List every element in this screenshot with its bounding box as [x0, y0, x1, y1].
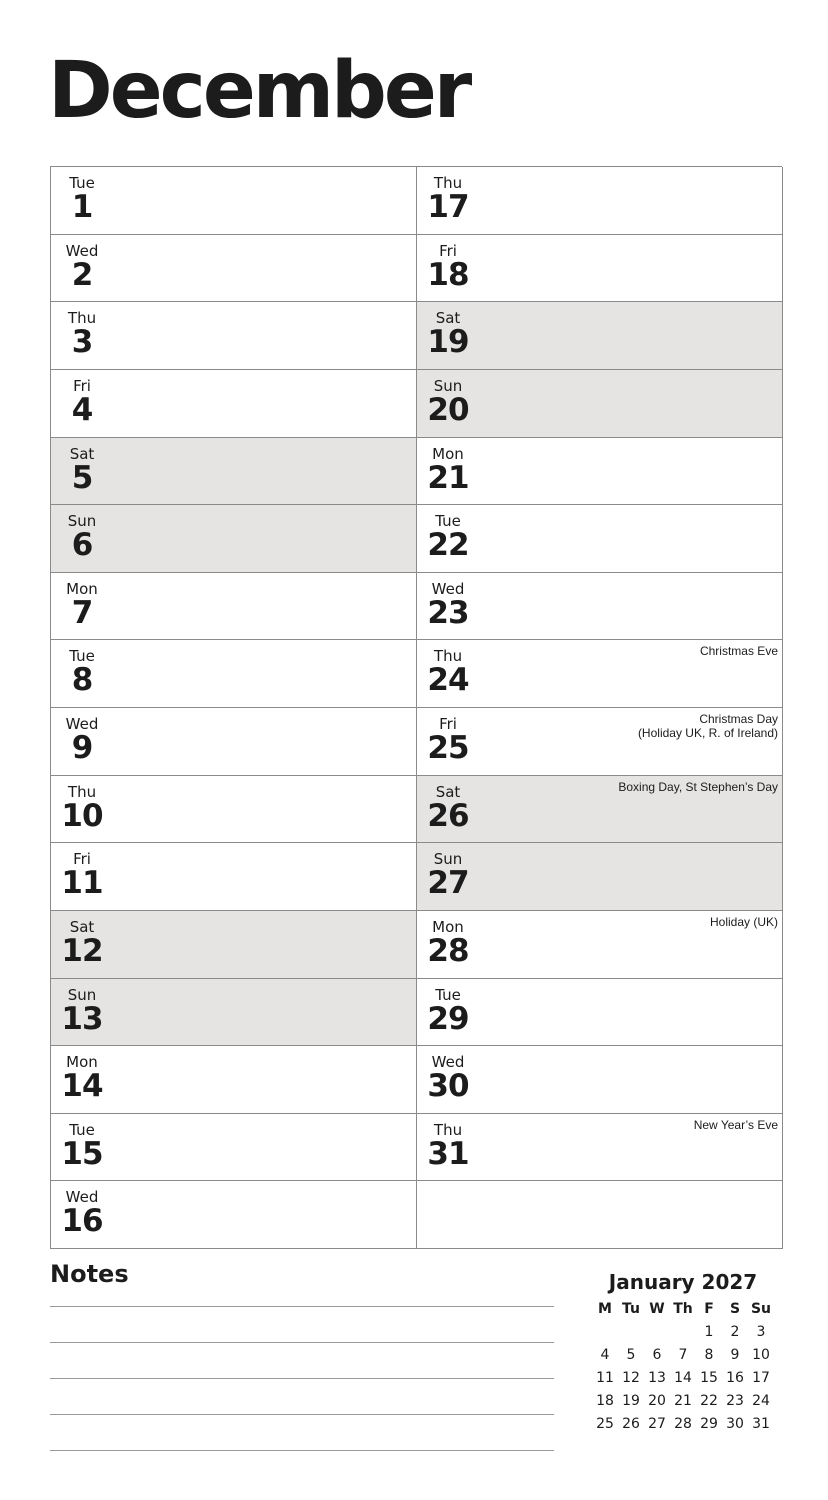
day-cell — [417, 1046, 783, 1114]
holiday-note: Christmas Eve — [699, 644, 778, 659]
day-number: 22 — [427, 527, 469, 564]
day-number: 6 — [71, 527, 93, 564]
mini-calendar-weekday: F — [704, 1301, 714, 1317]
day-cell — [51, 1114, 417, 1182]
day-number: 11 — [61, 865, 103, 902]
day-of-week: Thu — [67, 309, 97, 328]
day-of-week: Wed — [65, 715, 99, 733]
day-of-week: Tue — [69, 1120, 95, 1139]
notes-line[interactable] — [50, 1306, 554, 1307]
day-cell — [51, 1181, 417, 1249]
mini-calendar-day: 11 — [596, 1369, 614, 1386]
mini-calendar-day: 8 — [704, 1346, 714, 1363]
mini-calendar-day: 1 — [704, 1323, 714, 1340]
mini-calendar-day: 27 — [648, 1415, 666, 1432]
mini-calendar-day: 20 — [648, 1392, 666, 1409]
holiday-note: Boxing Day, St Stephen’s Day — [618, 779, 778, 794]
day-number: 8 — [71, 662, 93, 699]
day-cell — [51, 438, 417, 506]
day-cell — [417, 776, 783, 844]
day-of-week: Mon — [66, 1053, 98, 1072]
mini-calendar-day: 12 — [622, 1369, 640, 1386]
mini-calendar-day: 25 — [596, 1415, 614, 1432]
day-cell — [51, 776, 417, 844]
day-of-week: Thu — [433, 1120, 463, 1139]
mini-calendar-header-row — [592, 1298, 774, 1320]
day-number: 7 — [71, 594, 93, 631]
day-number: 9 — [71, 730, 93, 766]
day-cell — [51, 505, 417, 573]
day-of-week: Sun — [433, 376, 463, 395]
day-cell — [417, 1114, 783, 1182]
day-number: 2 — [71, 256, 93, 293]
notes-line[interactable] — [50, 1450, 554, 1451]
holiday-note: Christmas Day (Holiday UK, R. of Ireland) — [637, 712, 778, 740]
day-number: 20 — [427, 391, 469, 428]
mini-calendar-day: 13 — [648, 1369, 666, 1386]
day-cell — [417, 370, 783, 438]
day-of-week: Tue — [69, 174, 95, 192]
day-number: 30 — [427, 1068, 469, 1105]
day-of-week: Tue — [435, 985, 461, 1004]
mini-calendar-weekday: S — [729, 1301, 741, 1317]
day-of-week: Wed — [65, 241, 99, 260]
day-number: 12 — [61, 932, 103, 969]
mini-calendar-day: 31 — [752, 1415, 770, 1432]
day-cell — [51, 979, 417, 1047]
day-cell — [417, 843, 783, 911]
mini-calendar-day: 28 — [674, 1415, 692, 1432]
day-number: 31 — [427, 1135, 469, 1172]
day-of-week: Tue — [435, 512, 461, 531]
mini-calendar-day: 17 — [752, 1369, 770, 1386]
mini-calendar-day: 29 — [700, 1415, 718, 1432]
day-number: 13 — [61, 1000, 103, 1037]
day-cell — [417, 167, 783, 235]
mini-calendar-day: 30 — [726, 1415, 744, 1432]
mini-calendar-day: 26 — [622, 1415, 640, 1432]
mini-calendar-title: January 2027 — [608, 1270, 758, 1294]
day-of-week: Wed — [65, 1188, 99, 1207]
day-of-week: Sat — [69, 917, 95, 936]
mini-calendar-week — [592, 1343, 774, 1366]
mini-calendar-day: 9 — [730, 1346, 740, 1363]
day-of-week: Mon — [432, 444, 464, 463]
mini-calendar-day: 18 — [596, 1392, 614, 1409]
day-cell — [417, 911, 783, 979]
day-cell — [417, 302, 783, 370]
day-cell — [51, 573, 417, 641]
mini-calendar-day: 7 — [678, 1346, 688, 1363]
day-number: 24 — [427, 662, 469, 699]
mini-calendar-day: 14 — [674, 1369, 692, 1386]
notes-title: Notes — [50, 1260, 129, 1288]
day-of-week: Fri — [73, 376, 91, 395]
mini-calendar-weekday: Th — [673, 1301, 693, 1317]
mini-calendar-week — [592, 1389, 774, 1412]
day-number: 19 — [427, 324, 469, 361]
mini-calendar-day: 24 — [752, 1392, 770, 1409]
day-of-week: Thu — [67, 782, 97, 801]
day-cell — [417, 235, 783, 303]
day-of-week: Sat — [435, 782, 461, 801]
mini-calendar-day: 3 — [756, 1323, 766, 1340]
day-number: 28 — [427, 932, 469, 969]
mini-calendar — [592, 1270, 774, 1435]
day-of-week: Fri — [73, 850, 91, 869]
mini-calendar-day: 22 — [700, 1392, 718, 1409]
day-number: 16 — [61, 1203, 103, 1240]
mini-calendar-weekday: Su — [750, 1301, 772, 1317]
day-cell — [417, 505, 783, 573]
day-cell — [51, 911, 417, 979]
day-of-week: Fri — [439, 241, 457, 260]
mini-calendar-day: 4 — [600, 1346, 610, 1363]
empty-day-cell — [417, 1181, 783, 1249]
day-of-week: Mon — [432, 917, 464, 936]
day-cell — [417, 979, 783, 1047]
day-cell — [51, 1046, 417, 1114]
mini-calendar-weekday: W — [649, 1301, 665, 1317]
day-number: 27 — [427, 865, 469, 902]
day-cell — [51, 167, 417, 235]
day-of-week: Wed — [431, 579, 465, 598]
mini-calendar-weekday: Tu — [622, 1301, 640, 1317]
mini-calendar-day: 10 — [752, 1346, 770, 1363]
day-of-week: Wed — [431, 1053, 465, 1072]
day-number: 15 — [61, 1135, 103, 1172]
day-of-week: Sun — [67, 512, 97, 531]
holiday-note: New Year’s Eve — [693, 1117, 778, 1132]
day-cell — [51, 843, 417, 911]
day-of-week: Sun — [433, 850, 463, 869]
day-cell — [51, 235, 417, 303]
day-number: 17 — [427, 189, 469, 225]
mini-calendar-day — [644, 1320, 670, 1343]
mini-calendar-week — [592, 1366, 774, 1389]
mini-calendar-weekday: M — [598, 1301, 612, 1317]
day-number: 25 — [427, 730, 469, 766]
day-number: 3 — [71, 324, 93, 361]
day-cell — [417, 438, 783, 506]
notes-line[interactable] — [50, 1378, 554, 1379]
mini-calendar-day: 15 — [700, 1369, 718, 1386]
day-of-week: Thu — [433, 647, 463, 666]
day-number: 14 — [61, 1068, 103, 1105]
day-of-week: Sat — [435, 309, 461, 328]
day-of-week: Sat — [69, 444, 95, 463]
day-cell — [417, 573, 783, 641]
mini-calendar-day — [618, 1320, 644, 1343]
mini-calendar-day: 21 — [674, 1392, 692, 1409]
day-cell — [51, 370, 417, 438]
day-number: 21 — [427, 459, 469, 496]
month-title: December — [48, 46, 470, 136]
mini-calendar-table — [592, 1298, 774, 1435]
mini-calendar-day: 6 — [652, 1346, 662, 1363]
mini-calendar-day — [670, 1320, 696, 1343]
mini-calendar-week — [592, 1320, 774, 1343]
day-grid — [50, 166, 782, 1249]
mini-calendar-day: 2 — [730, 1323, 740, 1340]
day-number: 18 — [427, 256, 469, 293]
day-of-week: Thu — [433, 174, 463, 192]
holiday-note: Holiday (UK) — [709, 914, 778, 929]
notes-line[interactable] — [50, 1342, 554, 1343]
day-cell — [51, 302, 417, 370]
mini-calendar-day: 19 — [622, 1392, 640, 1409]
day-number: 4 — [71, 391, 93, 428]
day-cell — [417, 708, 783, 776]
mini-calendar-day: 23 — [726, 1392, 744, 1409]
day-number: 5 — [71, 459, 93, 496]
day-number: 26 — [427, 797, 469, 834]
day-of-week: Tue — [69, 647, 95, 666]
day-number: 10 — [61, 797, 103, 834]
mini-calendar-day: 5 — [626, 1346, 636, 1363]
day-cell — [51, 640, 417, 708]
mini-calendar-week — [592, 1412, 774, 1435]
day-cell — [51, 708, 417, 776]
day-of-week: Mon — [66, 579, 98, 598]
day-of-week: Sun — [67, 985, 97, 1004]
mini-calendar-body — [592, 1320, 774, 1435]
day-number: 23 — [427, 594, 469, 631]
mini-calendar-day — [592, 1320, 618, 1343]
mini-calendar-day: 16 — [726, 1369, 744, 1386]
notes-line[interactable] — [50, 1414, 554, 1415]
day-number: 29 — [427, 1000, 469, 1037]
day-number: 1 — [71, 189, 93, 225]
day-cell — [417, 640, 783, 708]
day-of-week: Fri — [439, 715, 457, 733]
